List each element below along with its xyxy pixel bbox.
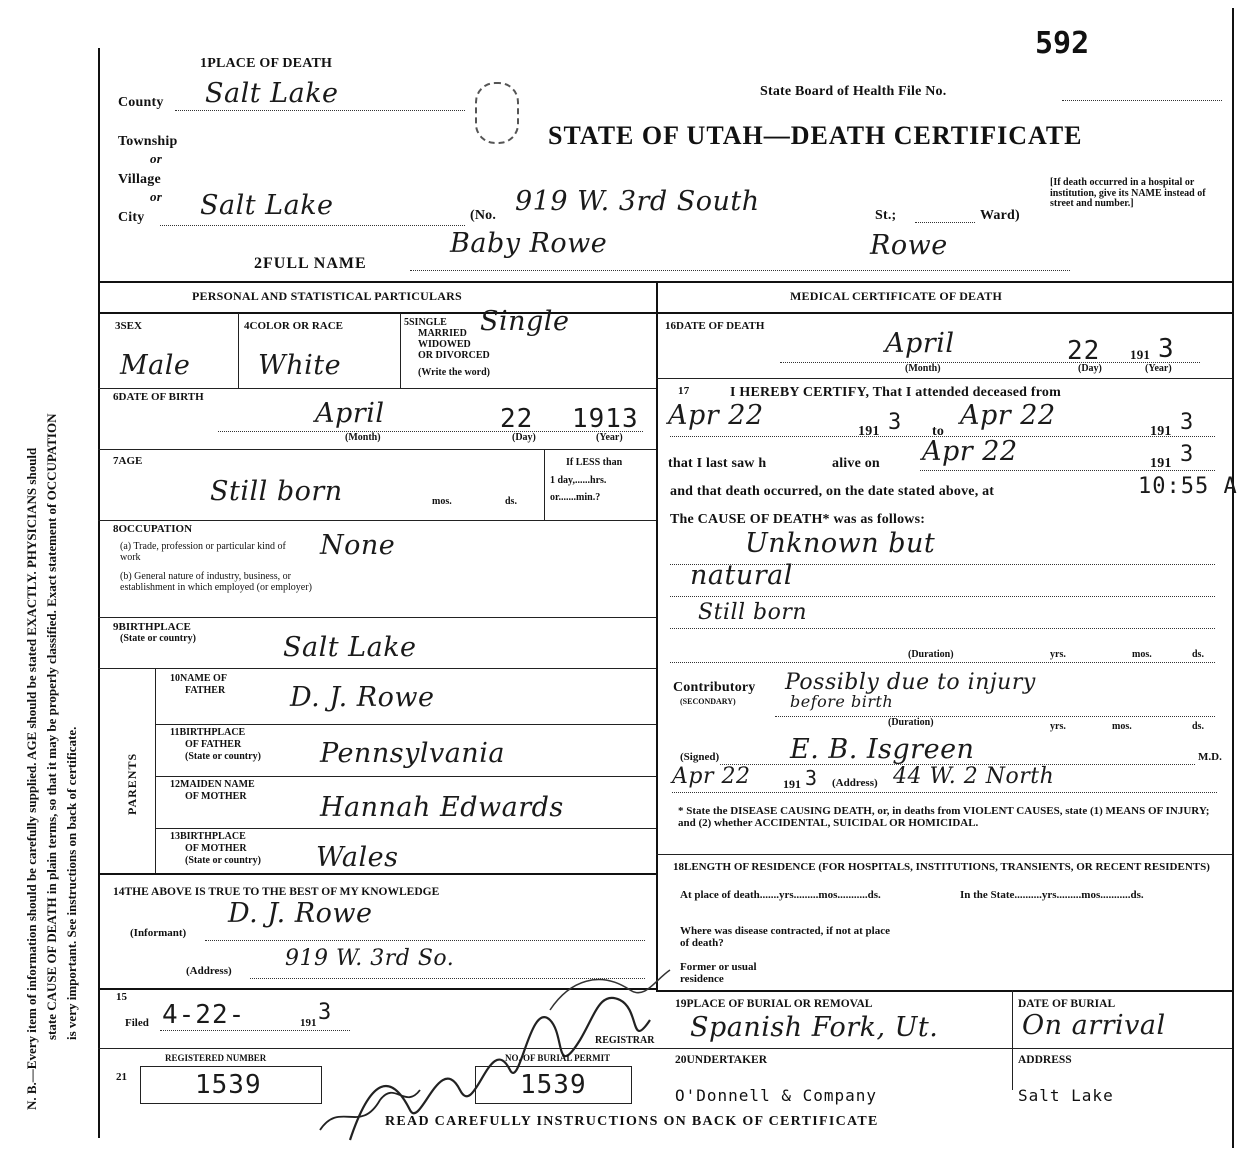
undertaker-address-value: Salt Lake	[1018, 1086, 1114, 1105]
md-label: M.D.	[1198, 751, 1222, 763]
informant-address-value: 919 W. 3rd So.	[285, 946, 455, 971]
color-label: 4COLOR OR RACE	[244, 320, 344, 332]
cause-line-1: Unknown but	[745, 528, 936, 559]
duration-yrs-1: yrs.	[1050, 649, 1066, 660]
no-label: (No.	[470, 208, 497, 223]
place-of-death-label: 1PLACE OF DEATH	[200, 56, 333, 71]
dob-month-label: (Month)	[345, 432, 381, 443]
county-value: Salt Lake	[205, 78, 339, 109]
parents-label	[123, 753, 141, 815]
residence-label: 18LENGTH OF RESIDENCE (FOR HOSPITALS, INSTITUTIONS, TRANSIENTS, OR RECENT RESIDENTS)	[673, 861, 1210, 873]
informant-value: D. J. Rowe	[228, 898, 373, 929]
marital-label-1: 5SINGLE	[404, 317, 447, 328]
township-label: Township	[118, 134, 178, 149]
st-label: St.;	[875, 208, 897, 223]
full-name-label: 2FULL NAME	[254, 255, 367, 272]
signed-label: (Signed)	[680, 751, 720, 763]
to-year-prefix: 191	[1150, 424, 1172, 439]
dob-year-label: (Year)	[596, 432, 623, 443]
mother-label-1: 12MAIDEN NAME	[170, 779, 255, 790]
birthplace-label: 9BIRTHPLACE	[113, 621, 191, 633]
cause-line-3: Still born	[698, 600, 808, 625]
burial-place-value: Spanish Fork, Ut.	[690, 1012, 939, 1043]
ward-label: Ward)	[980, 208, 1020, 223]
certify-num: 17	[678, 385, 690, 397]
dod-day-label: (Day)	[1078, 363, 1102, 374]
hospital-note: [If death occurred in a hospital or institution, give its NAME instead of street and number.]	[1050, 177, 1206, 209]
age-mos-label: mos.	[432, 496, 452, 507]
death-address-value: 919 W. 3rd South	[515, 186, 760, 217]
age-value: Still born	[210, 476, 343, 507]
disease-note: * State the DISEASE CAUSING DEATH, or, in deaths from VIOLENT CAUSES, state (1) MEANS OF INJURY; and (2) whether ACCIDENTAL, SUICIDAL OR HOMICIDAL.	[678, 805, 1210, 829]
marital-label-2: MARRIED	[418, 328, 467, 339]
undertaker-value: O'Donnell & Company	[675, 1086, 878, 1105]
left-border	[98, 48, 100, 1138]
duration-mos-1: mos.	[1132, 649, 1152, 660]
dob-month: April	[315, 398, 385, 429]
file-no-label: State Board of Health File No.	[760, 84, 947, 99]
last-saw-label-1: that I last saw h	[668, 456, 767, 471]
filed-value: 4-22-	[162, 1000, 246, 1030]
dob-day-label: (Day)	[512, 432, 536, 443]
village-label: Village	[118, 172, 161, 187]
dob-year: 1913	[572, 404, 639, 434]
dod-month: April	[885, 328, 955, 359]
certificate-title: STATE OF UTAH—DEATH CERTIFICATE	[548, 121, 1083, 150]
less-than-1: If LESS than	[566, 457, 623, 468]
right-border	[1232, 8, 1234, 1148]
last-saw-label-2: alive on	[832, 456, 880, 471]
burial-permit-value: 1539	[520, 1070, 587, 1100]
city-value: Salt Lake	[200, 190, 334, 221]
father-bp-label-1: 11BIRTHPLACE	[170, 727, 246, 738]
duration-label-1: (Duration)	[908, 649, 954, 660]
full-name-value: Baby Rowe	[450, 228, 608, 259]
dod-label: 16DATE OF DEATH	[665, 320, 765, 332]
mother-label-2: OF MOTHER	[185, 791, 247, 802]
in-the-state: In the State..........yrs.........mos...........ds.	[960, 889, 1144, 901]
less-than-3: or.......min.?	[550, 492, 601, 503]
father-label-1: 10NAME OF	[170, 673, 227, 684]
margin-note-2: state CAUSE OF DEATH in plain terms, so that it may be properly classified. Exact statement of OCCUPATION	[44, 413, 59, 1040]
occupation-a: (a) Trade, profession or particular kind of work	[120, 541, 286, 563]
sex-label: 3SEX	[115, 320, 142, 332]
parents-label-text: PARENTS	[125, 752, 139, 815]
knowledge-label: 14THE ABOVE IS TRUE TO THE BEST OF MY KNOWLEDGE	[113, 886, 440, 898]
time-of-death: 10:55 A	[1138, 474, 1238, 499]
grid-center-divider	[656, 281, 658, 991]
signed-year-prefix: 191	[783, 777, 801, 791]
color-value: White	[258, 350, 342, 381]
sex-value: Male	[120, 350, 191, 381]
registrar-label: REGISTRAR	[595, 1035, 655, 1046]
father-bp-label-2: OF FATHER	[185, 739, 242, 750]
sign-address-label: (Address)	[832, 777, 878, 789]
less-than-2: 1 day,......hrs.	[550, 475, 607, 486]
undertaker-address-label: ADDRESS	[1018, 1054, 1072, 1066]
certify-text: I HEREBY CERTIFY, That I attended deceased from	[730, 385, 1061, 400]
marital-label-4: OR DIVORCED	[418, 350, 490, 361]
reg-number-label: REGISTERED NUMBER	[165, 1053, 267, 1063]
duration-mos-2: mos.	[1112, 721, 1132, 732]
last-saw-year: 3	[1180, 442, 1195, 467]
marital-label-3: WIDOWED	[418, 339, 471, 350]
to-year: 3	[1180, 410, 1195, 435]
from-year-prefix: 191	[858, 424, 880, 439]
at-place-of-death: At place of death.......yrs.........mos...........ds.	[680, 889, 881, 901]
dob-label: 6DATE OF BIRTH	[113, 391, 204, 403]
attended-from-value: Apr 22	[668, 400, 764, 431]
marital-label-5: (Write the word)	[418, 367, 491, 378]
filed-year-label: 191	[300, 1017, 317, 1029]
informant-address-label: (Address)	[186, 965, 232, 977]
from-year: 3	[888, 410, 903, 435]
margin-note-3: is very important. See instructions on back of certificate.	[64, 726, 79, 1040]
mother-bp-label-3: (State or country)	[185, 855, 261, 866]
undertaker-label: 20UNDERTAKER	[675, 1054, 768, 1066]
burial-place-label: 19PLACE OF BURIAL OR REMOVAL	[675, 998, 873, 1010]
secondary-label: (SECONDARY)	[680, 697, 736, 706]
occurred-text: and that death occurred, on the date stated above, at	[670, 484, 995, 499]
age-label: 7AGE	[113, 455, 143, 467]
county-label: County	[118, 95, 164, 110]
footer-instructions: READ CAREFULLY INSTRUCTIONS ON BACK OF CERTIFICATE	[385, 1114, 879, 1129]
city-label: City	[118, 210, 145, 225]
last-saw-year-prefix: 191	[1150, 456, 1172, 471]
date-of-burial-label: DATE OF BURIAL	[1018, 998, 1116, 1010]
physician-signature: E. B. Isgreen	[790, 734, 975, 765]
margin-note-1: N. B.—Every item of information should be carefully supplied. AGE should be stated EXACTLY. PHYSICIANS should	[24, 447, 39, 1110]
occupation-value: None	[320, 530, 396, 561]
reg-number-prefix: 21	[116, 1071, 127, 1083]
age-ds-label: ds.	[505, 496, 517, 507]
dod-month-label: (Month)	[905, 363, 941, 374]
filed-number: 15	[116, 991, 127, 1003]
contributory-value: Possibly due to injury	[785, 670, 1036, 695]
father-birthplace-value: Pennsylvania	[320, 738, 505, 769]
where-contracted: Where was disease contracted, if not at place of death?	[680, 925, 890, 949]
mother-bp-label-2: OF MOTHER	[185, 843, 247, 854]
dod-year-prefix: 191	[1130, 347, 1151, 362]
mother-birthplace-value: Wales	[316, 842, 399, 873]
dod-year: 3	[1158, 334, 1175, 364]
dob-day: 22	[500, 404, 534, 434]
full-name-value-2: Rowe	[870, 230, 948, 261]
occupation-b: (b) General nature of industry, business, or establishment in which employed (or employer)	[120, 571, 312, 593]
to-label: to	[932, 424, 945, 439]
grid-top-line	[98, 281, 1232, 283]
date-of-burial-value: On arrival	[1022, 1010, 1166, 1041]
duration-ds-2: ds.	[1192, 721, 1204, 732]
filed-label: Filed	[125, 1017, 149, 1029]
dod-year-label: (Year)	[1145, 363, 1172, 374]
stamp-mark	[475, 82, 519, 144]
birthplace-sub: (State or country)	[120, 633, 196, 644]
mother-value: Hannah Edwards	[320, 792, 564, 823]
dod-day: 22	[1067, 336, 1101, 366]
duration-ds-1: ds.	[1192, 649, 1204, 660]
informant-label: (Informant)	[130, 927, 187, 939]
cause-line-2: natural	[690, 560, 793, 591]
medical-section-title: MEDICAL CERTIFICATE OF DEATH	[790, 289, 1002, 303]
sign-address-value: 44 W. 2 North	[893, 764, 1055, 789]
occupation-label: 8OCCUPATION	[113, 523, 193, 535]
marital-value: Single	[480, 306, 570, 337]
duration-yrs-2: yrs.	[1050, 721, 1066, 732]
father-value: D. J. Rowe	[290, 682, 435, 713]
or-1: or	[150, 151, 162, 166]
father-label-2: FATHER	[185, 685, 226, 696]
burial-permit-label: NO. OF BURIAL PERMIT	[505, 1053, 611, 1063]
contributory-label: Contributory	[673, 680, 756, 695]
last-saw-value: Apr 22	[922, 436, 1018, 467]
mother-bp-label-1: 13BIRTHPLACE	[170, 831, 246, 842]
contributory-value-2: before birth	[790, 692, 894, 711]
file-number-handwritten: 592	[1035, 26, 1090, 61]
duration-label-2: (Duration)	[888, 717, 934, 728]
reg-number-value: 1539	[195, 1070, 262, 1100]
signed-date: Apr 22	[672, 764, 751, 789]
filed-year-value: 3	[318, 1000, 333, 1025]
personal-section-title: PERSONAL AND STATISTICAL PARTICULARS	[192, 289, 462, 303]
birthplace-value: Salt Lake	[283, 632, 417, 663]
father-bp-label-3: (State or country)	[185, 751, 261, 762]
signed-year: 3	[805, 766, 819, 790]
former-residence: Former or usual residence	[680, 961, 757, 985]
cause-label: The CAUSE OF DEATH* was as follows:	[670, 512, 926, 527]
or-2: or	[150, 189, 162, 204]
attended-to-value: Apr 22	[960, 400, 1056, 431]
